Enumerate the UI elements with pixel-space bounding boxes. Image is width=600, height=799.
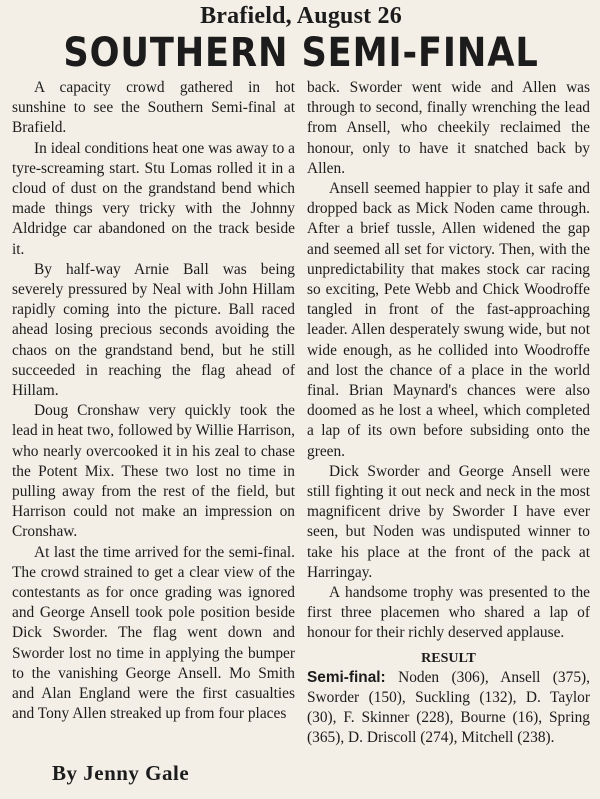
article-body — [12, 78, 590, 799]
paragraph: At last the time arrived for the semi-final. The crowd strained to get a clear view of the contestants as for once grading was ignored and George Ansell took pole position beside Dick Sworder. The flag went down and Sworder lost no time in applying the bumper to the vanishing George Ansell. Mo Smith and Alan England were the first casualties and Tony Allen streaked up from four places — [12, 543, 295, 723]
paragraph: back. Sworder went wide and Allen was through to second, finally wrenching the lead from Ansell, who cheekily reclaimed the honour, only to have it snatched back by Allen. — [307, 79, 590, 177]
result-label: Semi-final: — [307, 668, 386, 686]
column-right — [307, 78, 590, 799]
paragraph: A capacity crowd gathered in hot sunshine to see the Southern Semi-final at Brafield. — [12, 79, 295, 137]
paragraph: In ideal conditions heat one was away to a tyre-screaming start. Stu Lomas rolled it in a cloud of dust on the grandstand bend which made things very tricky with the Johnny Aldridge car abandoned on the track beside it. — [12, 139, 295, 258]
paragraph: Dick Sworder and George Ansell were still fighting it out neck and neck in the most magnificent drive by Sworder I have ever seen, but Noden was undisputed winner to take his place at the front of the pack at Harringay. — [307, 462, 590, 581]
column-left — [12, 78, 295, 799]
dateline: Brafield, August 26 — [200, 3, 402, 29]
result-text: Noden (306), Ansell (375), Sworder (150), Suckling (132), D. Taylor (30), F. Skinner (228), Bourne (16), Spring (365), D. Driscoll (274), Mitchell (238). — [307, 668, 590, 747]
result-heading: RESULT — [421, 650, 476, 666]
headline: SOUTHERN SEMI-FINAL — [63, 30, 539, 76]
byline: By Jenny Gale — [52, 760, 190, 785]
paragraph: Ansell seemed happier to play it safe and dropped back as Mick Noden came through. After a brief tussle, Allen widened the gap and seemed all set for victory. Then, with the unpredictability that makes stock car racing so exciting, Pete Webb and Chick Woodroffe tangled in front of the fast-approaching leader. Allen desperately swung wide, but not wide enough, as he collided into Woodroffe and lost the chance of a place in the world final. Brian Maynard's chances were also doomed as he lost a wheel, which completed a lap of its own before subsiding onto the green. — [307, 180, 590, 460]
result-list — [307, 668, 590, 749]
paragraph: A handsome trophy was presented to the first three placemen who shared a lap of honour for their richly deserved applause. — [307, 584, 590, 642]
paragraph: By half-way Arnie Ball was being severely pressured by Neal with John Hillam rapidly coming into the picture. Ball raced ahead losing precious seconds avoiding the chaos on the grandstand bend, but he still succeeded in reaching the flag ahead of Hillam. — [12, 260, 295, 400]
paragraph: Doug Cronshaw very quickly took the lead in heat two, followed by Willie Harrison, who nearly overcooked it in his zeal to chase the Potent Mix. These two lost no time in pulling away from the rest of the field, but Harrison could not make an impression on Cronshaw. — [12, 402, 295, 541]
